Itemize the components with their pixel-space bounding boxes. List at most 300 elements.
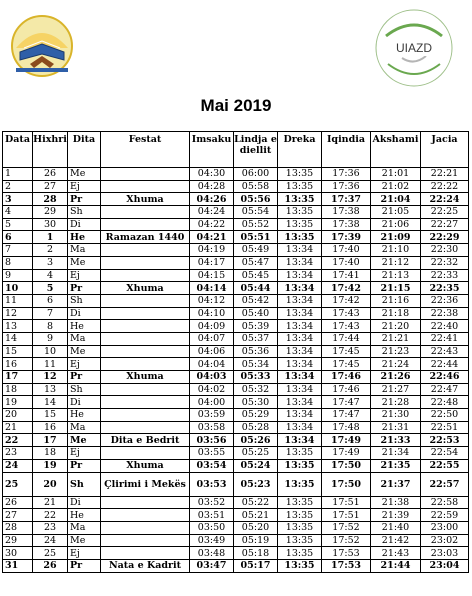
cell-jacia: 22:29	[421, 231, 469, 244]
cell-iqindia: 17:50	[322, 459, 371, 472]
cell-iqindia: 17:40	[322, 256, 371, 269]
cell-dreka: 13:35	[278, 559, 322, 572]
col-header-festat: Festat	[101, 132, 190, 168]
table-row	[3, 534, 469, 547]
cell-festat: Xhuma	[101, 193, 190, 206]
cell-hixhri: 28	[33, 193, 68, 206]
cell-data: 13	[3, 320, 33, 333]
cell-lindja: 05:30	[234, 396, 278, 409]
cell-data: 11	[3, 294, 33, 307]
cell-festat	[101, 345, 190, 358]
cell-iqindia: 17:49	[322, 447, 371, 460]
cell-jacia: 23:04	[421, 559, 469, 572]
cell-dita: Pr	[68, 193, 101, 206]
cell-jacia: 22:59	[421, 509, 469, 522]
cell-hixhri: 7	[33, 307, 68, 320]
cell-data: 7	[3, 244, 33, 257]
table-row	[3, 320, 469, 333]
cell-iqindia: 17:45	[322, 345, 371, 358]
cell-lindja: 05:40	[234, 307, 278, 320]
cell-hixhri: 10	[33, 345, 68, 358]
cell-lindja: 05:39	[234, 320, 278, 333]
cell-dreka: 13:34	[278, 396, 322, 409]
right-logo	[372, 6, 456, 90]
cell-dreka: 13:34	[278, 256, 322, 269]
cell-iqindia: 17:50	[322, 472, 371, 496]
cell-dita: Ej	[68, 547, 101, 560]
page-title: Mai 2019	[200, 96, 272, 115]
cell-akshami: 21:35	[371, 459, 421, 472]
cell-lindja: 05:51	[234, 231, 278, 244]
cell-dita: Me	[68, 534, 101, 547]
cell-data: 19	[3, 396, 33, 409]
table-row	[3, 447, 469, 460]
cell-jacia: 22:21	[421, 168, 469, 181]
cell-imsaku: 03:59	[190, 409, 234, 422]
table-row	[3, 434, 469, 447]
cell-festat	[101, 244, 190, 257]
col-header-imsaku: Imsaku	[190, 132, 234, 168]
cell-dreka: 13:34	[278, 434, 322, 447]
cell-imsaku: 04:24	[190, 206, 234, 219]
cell-dreka: 13:34	[278, 409, 322, 422]
cell-festat	[101, 534, 190, 547]
cell-imsaku: 03:56	[190, 434, 234, 447]
cell-lindja: 05:32	[234, 383, 278, 396]
cell-jacia: 23:03	[421, 547, 469, 560]
cell-iqindia: 17:48	[322, 421, 371, 434]
cell-dita: Ma	[68, 521, 101, 534]
cell-iqindia: 17:36	[322, 180, 371, 193]
cell-jacia: 22:46	[421, 371, 469, 384]
cell-lindja: 05:29	[234, 409, 278, 422]
cell-dita: Sh	[68, 294, 101, 307]
cell-data: 31	[3, 559, 33, 572]
cell-akshami: 21:26	[371, 371, 421, 384]
cell-akshami: 21:16	[371, 294, 421, 307]
cell-hixhri: 18	[33, 447, 68, 460]
prayer-times-table	[2, 131, 469, 573]
cell-lindja: 05:54	[234, 206, 278, 219]
cell-imsaku: 04:10	[190, 307, 234, 320]
cell-dita: Di	[68, 307, 101, 320]
cell-jacia: 22:25	[421, 206, 469, 219]
cell-lindja: 05:25	[234, 447, 278, 460]
cell-dreka: 13:35	[278, 180, 322, 193]
cell-imsaku: 04:22	[190, 218, 234, 231]
cell-festat	[101, 421, 190, 434]
cell-dreka: 13:35	[278, 496, 322, 509]
cell-dreka: 13:35	[278, 472, 322, 496]
cell-festat	[101, 409, 190, 422]
cell-data: 6	[3, 231, 33, 244]
cell-akshami: 21:31	[371, 421, 421, 434]
cell-data: 12	[3, 307, 33, 320]
cell-lindja: 05:22	[234, 496, 278, 509]
cell-dita: Pr	[68, 371, 101, 384]
table-header	[3, 132, 469, 168]
cell-iqindia: 17:46	[322, 383, 371, 396]
cell-data: 8	[3, 256, 33, 269]
cell-dita: Sh	[68, 383, 101, 396]
cell-akshami: 21:38	[371, 496, 421, 509]
table-row	[3, 332, 469, 345]
cell-hixhri: 6	[33, 294, 68, 307]
cell-festat	[101, 168, 190, 181]
cell-iqindia: 17:42	[322, 294, 371, 307]
cell-jacia: 22:32	[421, 256, 469, 269]
cell-festat	[101, 358, 190, 371]
col-header-lindja: Lindja e diellit	[234, 132, 278, 168]
cell-hixhri: 12	[33, 371, 68, 384]
cell-hixhri: 4	[33, 269, 68, 282]
table-row	[3, 218, 469, 231]
cell-festat	[101, 521, 190, 534]
cell-jacia: 22:30	[421, 244, 469, 257]
cell-akshami: 21:33	[371, 434, 421, 447]
cell-lindja: 05:20	[234, 521, 278, 534]
right-logo-text: UIAZD	[396, 41, 432, 55]
table-row	[3, 459, 469, 472]
cell-dita: Sh	[68, 206, 101, 219]
cell-hixhri: 9	[33, 332, 68, 345]
cell-lindja: 05:24	[234, 459, 278, 472]
cell-akshami: 21:02	[371, 180, 421, 193]
cell-data: 17	[3, 371, 33, 384]
cell-hixhri: 5	[33, 282, 68, 295]
cell-hixhri: 26	[33, 168, 68, 181]
cell-dreka: 13:34	[278, 421, 322, 434]
cell-festat	[101, 332, 190, 345]
table-row	[3, 193, 469, 206]
cell-lindja: 05:28	[234, 421, 278, 434]
cell-imsaku: 04:04	[190, 358, 234, 371]
cell-dreka: 13:34	[278, 244, 322, 257]
cell-hixhri: 29	[33, 206, 68, 219]
cell-dreka: 13:35	[278, 509, 322, 522]
table-row	[3, 472, 469, 496]
table-row	[3, 180, 469, 193]
table-row	[3, 547, 469, 560]
cell-dita: Me	[68, 256, 101, 269]
cell-festat	[101, 269, 190, 282]
table-row	[3, 231, 469, 244]
cell-data: 18	[3, 383, 33, 396]
cell-data: 20	[3, 409, 33, 422]
cell-imsaku: 04:03	[190, 371, 234, 384]
cell-akshami: 21:13	[371, 269, 421, 282]
cell-jacia: 22:41	[421, 332, 469, 345]
table-row	[3, 294, 469, 307]
cell-dita: Me	[68, 168, 101, 181]
cell-dreka: 13:34	[278, 332, 322, 345]
cell-jacia: 23:00	[421, 521, 469, 534]
cell-iqindia: 17:42	[322, 282, 371, 295]
col-header-dita: Dita	[68, 132, 101, 168]
cell-hixhri: 14	[33, 396, 68, 409]
cell-iqindia: 17:43	[322, 320, 371, 333]
cell-dita: Ej	[68, 269, 101, 282]
cell-data: 14	[3, 332, 33, 345]
table-row	[3, 509, 469, 522]
cell-akshami: 21:42	[371, 534, 421, 547]
cell-jacia: 23:02	[421, 534, 469, 547]
cell-lindja: 05:56	[234, 193, 278, 206]
cell-data: 4	[3, 206, 33, 219]
cell-festat: Xhuma	[101, 371, 190, 384]
cell-imsaku: 04:02	[190, 383, 234, 396]
col-header-hixhri: Hixhri	[33, 132, 68, 168]
cell-festat	[101, 206, 190, 219]
cell-hixhri: 23	[33, 521, 68, 534]
cell-imsaku: 04:14	[190, 282, 234, 295]
table-row	[3, 244, 469, 257]
cell-dita: Ma	[68, 421, 101, 434]
cell-akshami: 21:01	[371, 168, 421, 181]
cell-imsaku: 03:58	[190, 421, 234, 434]
cell-lindja: 05:42	[234, 294, 278, 307]
cell-imsaku: 04:21	[190, 231, 234, 244]
cell-data: 15	[3, 345, 33, 358]
cell-iqindia: 17:46	[322, 371, 371, 384]
cell-akshami: 21:27	[371, 383, 421, 396]
cell-jacia: 22:58	[421, 496, 469, 509]
cell-dita: Pr	[68, 559, 101, 572]
cell-hixhri: 1	[33, 231, 68, 244]
cell-festat	[101, 509, 190, 522]
cell-festat: Xhuma	[101, 459, 190, 472]
cell-hixhri: 27	[33, 180, 68, 193]
cell-lindja: 05:33	[234, 371, 278, 384]
cell-dreka: 13:34	[278, 358, 322, 371]
cell-hixhri: 16	[33, 421, 68, 434]
cell-iqindia: 17:53	[322, 559, 371, 572]
cell-dita: Ej	[68, 180, 101, 193]
cell-dita: Di	[68, 396, 101, 409]
table-row	[3, 206, 469, 219]
cell-festat	[101, 383, 190, 396]
cell-akshami: 21:12	[371, 256, 421, 269]
cell-dreka: 13:35	[278, 534, 322, 547]
cell-akshami: 21:06	[371, 218, 421, 231]
cell-dreka: 13:35	[278, 168, 322, 181]
cell-lindja: 05:26	[234, 434, 278, 447]
cell-akshami: 21:23	[371, 345, 421, 358]
cell-imsaku: 03:53	[190, 472, 234, 496]
cell-dita: Me	[68, 434, 101, 447]
cell-jacia: 22:27	[421, 218, 469, 231]
table-row	[3, 345, 469, 358]
cell-akshami: 21:43	[371, 547, 421, 560]
cell-festat	[101, 496, 190, 509]
cell-hixhri: 21	[33, 496, 68, 509]
cell-lindja: 05:52	[234, 218, 278, 231]
cell-jacia: 22:38	[421, 307, 469, 320]
cell-imsaku: 04:17	[190, 256, 234, 269]
cell-imsaku: 03:52	[190, 496, 234, 509]
cell-festat	[101, 307, 190, 320]
cell-jacia: 22:33	[421, 269, 469, 282]
cell-dita: Me	[68, 345, 101, 358]
table-row	[3, 409, 469, 422]
cell-jacia: 22:55	[421, 459, 469, 472]
cell-jacia: 22:57	[421, 472, 469, 496]
cell-akshami: 21:28	[371, 396, 421, 409]
cell-data: 22	[3, 434, 33, 447]
cell-festat	[101, 396, 190, 409]
cell-festat: Dita e Bedrit	[101, 434, 190, 447]
cell-dita: Ma	[68, 332, 101, 345]
cell-jacia: 22:43	[421, 345, 469, 358]
cell-hixhri: 3	[33, 256, 68, 269]
cell-imsaku: 03:48	[190, 547, 234, 560]
cell-dita: Ej	[68, 447, 101, 460]
cell-imsaku: 04:26	[190, 193, 234, 206]
col-header-jacia: Jacia	[421, 132, 469, 168]
cell-dreka: 13:34	[278, 269, 322, 282]
cell-lindja: 05:47	[234, 256, 278, 269]
cell-dreka: 13:35	[278, 459, 322, 472]
cell-akshami: 21:05	[371, 206, 421, 219]
cell-jacia: 22:47	[421, 383, 469, 396]
cell-festat	[101, 180, 190, 193]
cell-lindja: 05:34	[234, 358, 278, 371]
cell-iqindia: 17:40	[322, 244, 371, 257]
col-header-dreka: Dreka	[278, 132, 322, 168]
cell-hixhri: 24	[33, 534, 68, 547]
cell-iqindia: 17:52	[322, 534, 371, 547]
cell-akshami: 21:40	[371, 521, 421, 534]
cell-festat: Nata e Kadrit	[101, 559, 190, 572]
table-row	[3, 256, 469, 269]
cell-data: 27	[3, 509, 33, 522]
cell-data: 9	[3, 269, 33, 282]
cell-dita: He	[68, 409, 101, 422]
table-row	[3, 421, 469, 434]
col-header-iqindia: Iqindia	[322, 132, 371, 168]
cell-dreka: 13:35	[278, 218, 322, 231]
cell-dreka: 13:34	[278, 294, 322, 307]
cell-lindja: 05:36	[234, 345, 278, 358]
cell-jacia: 22:48	[421, 396, 469, 409]
cell-dreka: 13:34	[278, 307, 322, 320]
cell-iqindia: 17:37	[322, 193, 371, 206]
left-logo	[6, 8, 78, 80]
cell-lindja: 05:44	[234, 282, 278, 295]
cell-lindja: 05:58	[234, 180, 278, 193]
cell-hixhri: 2	[33, 244, 68, 257]
cell-dita: Ej	[68, 358, 101, 371]
cell-hixhri: 19	[33, 459, 68, 472]
cell-iqindia: 17:47	[322, 409, 371, 422]
cell-lindja: 06:00	[234, 168, 278, 181]
cell-dita: He	[68, 231, 101, 244]
cell-dreka: 13:34	[278, 383, 322, 396]
cell-jacia: 22:44	[421, 358, 469, 371]
cell-dreka: 13:35	[278, 193, 322, 206]
cell-hixhri: 11	[33, 358, 68, 371]
table-row	[3, 496, 469, 509]
cell-dreka: 13:35	[278, 206, 322, 219]
cell-data: 2	[3, 180, 33, 193]
cell-imsaku: 03:51	[190, 509, 234, 522]
cell-akshami: 21:30	[371, 409, 421, 422]
cell-lindja: 05:37	[234, 332, 278, 345]
cell-lindja: 05:19	[234, 534, 278, 547]
cell-data: 21	[3, 421, 33, 434]
cell-iqindia: 17:52	[322, 521, 371, 534]
cell-festat	[101, 320, 190, 333]
cell-data: 5	[3, 218, 33, 231]
table-row	[3, 358, 469, 371]
cell-lindja: 05:17	[234, 559, 278, 572]
cell-dreka: 13:35	[278, 447, 322, 460]
cell-imsaku: 04:06	[190, 345, 234, 358]
cell-dita: Di	[68, 218, 101, 231]
cell-imsaku: 04:07	[190, 332, 234, 345]
cell-data: 10	[3, 282, 33, 295]
cell-festat	[101, 256, 190, 269]
cell-imsaku: 04:28	[190, 180, 234, 193]
cell-akshami: 21:21	[371, 332, 421, 345]
cell-iqindia: 17:51	[322, 496, 371, 509]
cell-festat	[101, 294, 190, 307]
cell-festat	[101, 447, 190, 460]
cell-hixhri: 25	[33, 547, 68, 560]
cell-akshami: 21:34	[371, 447, 421, 460]
cell-imsaku: 03:50	[190, 521, 234, 534]
cell-data: 1	[3, 168, 33, 181]
cell-lindja: 05:18	[234, 547, 278, 560]
cell-imsaku: 04:15	[190, 269, 234, 282]
cell-jacia: 22:22	[421, 180, 469, 193]
cell-lindja: 05:45	[234, 269, 278, 282]
cell-hixhri: 15	[33, 409, 68, 422]
cell-jacia: 22:53	[421, 434, 469, 447]
cell-dita: Di	[68, 496, 101, 509]
table-row	[3, 559, 469, 572]
cell-dita: Sh	[68, 472, 101, 496]
cell-dreka: 13:35	[278, 547, 322, 560]
cell-imsaku: 04:00	[190, 396, 234, 409]
cell-dita: Ma	[68, 244, 101, 257]
cell-dreka: 13:34	[278, 282, 322, 295]
cell-data: 29	[3, 534, 33, 547]
cell-hixhri: 13	[33, 383, 68, 396]
cell-iqindia: 17:38	[322, 206, 371, 219]
cell-imsaku: 04:12	[190, 294, 234, 307]
cell-akshami: 21:24	[371, 358, 421, 371]
cell-iqindia: 17:49	[322, 434, 371, 447]
cell-iqindia: 17:44	[322, 332, 371, 345]
cell-data: 30	[3, 547, 33, 560]
cell-data: 23	[3, 447, 33, 460]
cell-iqindia: 17:36	[322, 168, 371, 181]
table-row	[3, 282, 469, 295]
cell-iqindia: 17:53	[322, 547, 371, 560]
cell-imsaku: 04:30	[190, 168, 234, 181]
table-row	[3, 168, 469, 181]
cell-imsaku: 03:54	[190, 459, 234, 472]
cell-akshami: 21:04	[371, 193, 421, 206]
cell-hixhri: 22	[33, 509, 68, 522]
cell-iqindia: 17:51	[322, 509, 371, 522]
cell-dreka: 13:34	[278, 345, 322, 358]
cell-lindja: 05:49	[234, 244, 278, 257]
cell-hixhri: 26	[33, 559, 68, 572]
cell-iqindia: 17:47	[322, 396, 371, 409]
table-row	[3, 269, 469, 282]
